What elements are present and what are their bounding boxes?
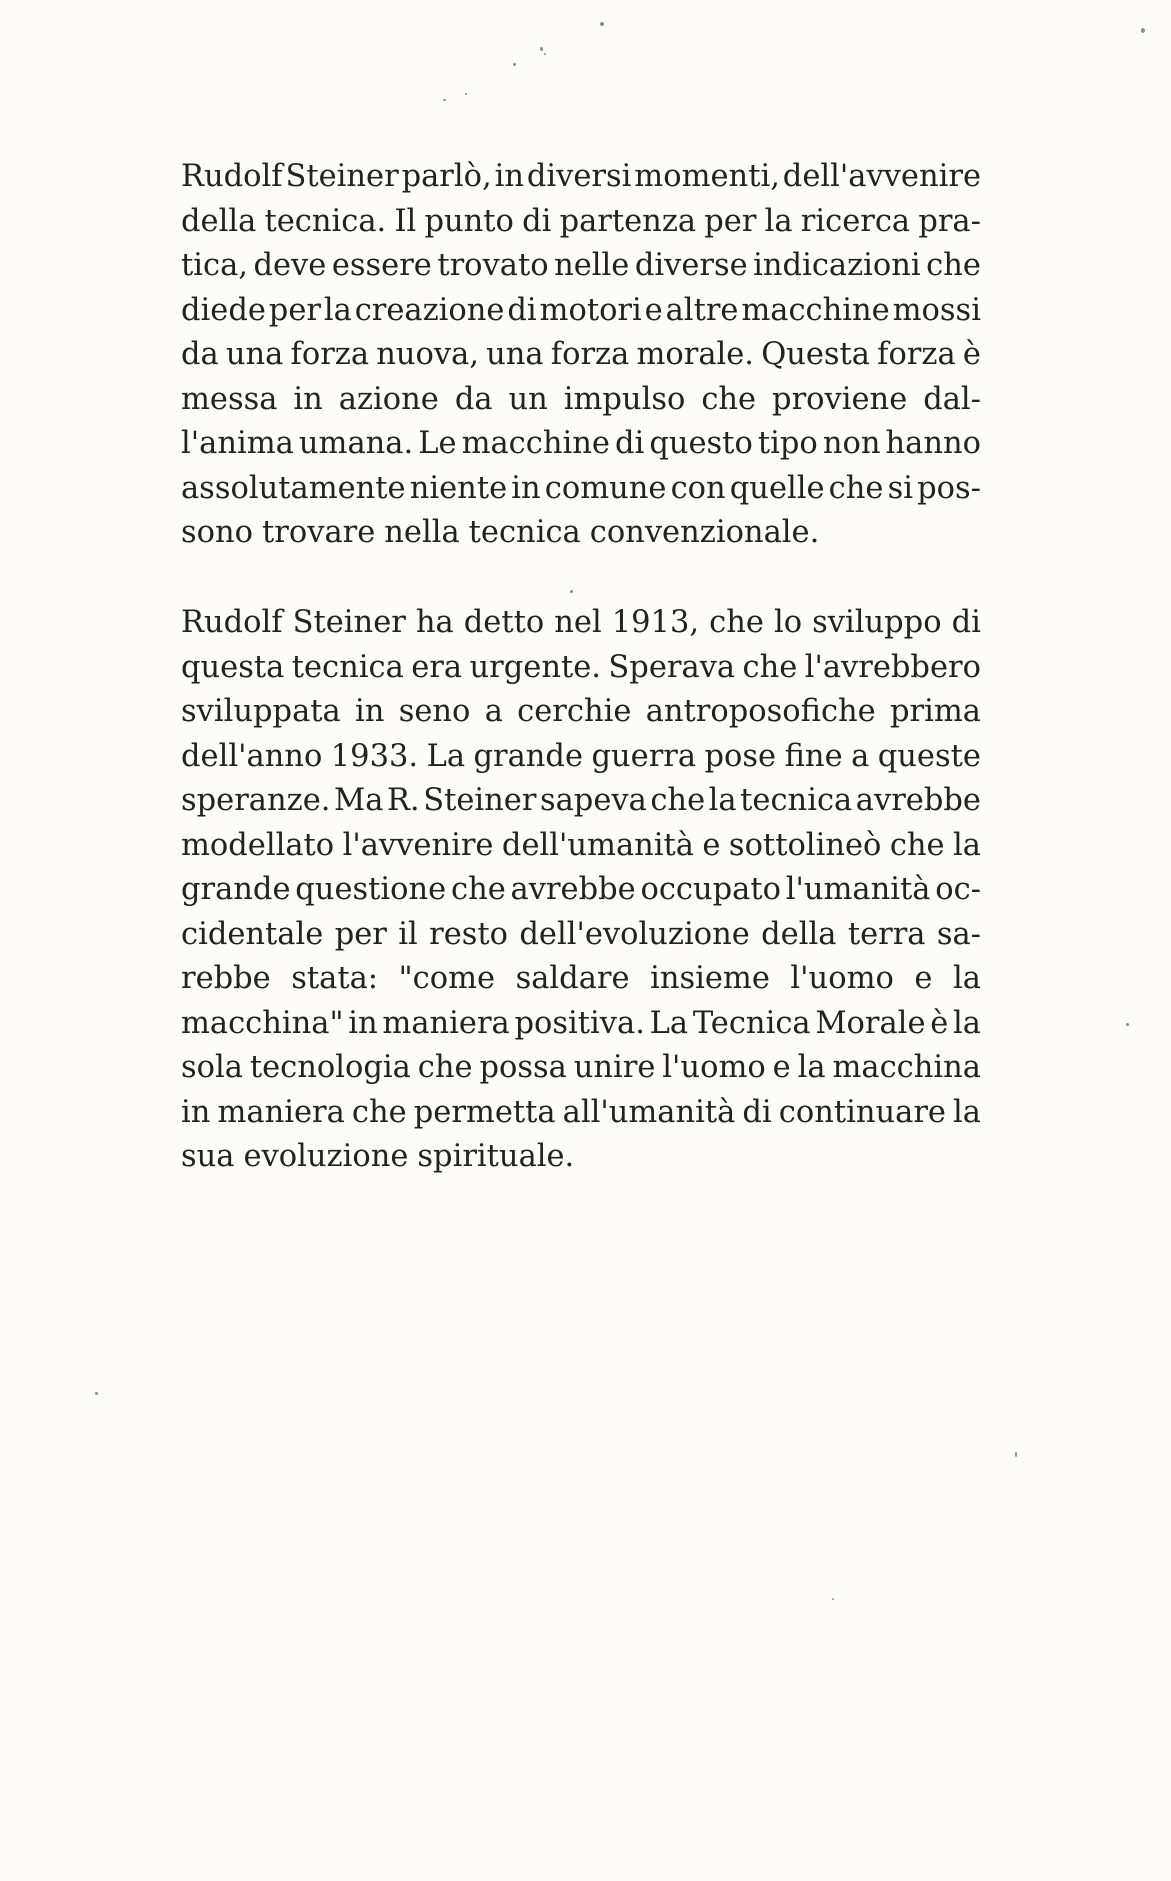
word: era: [411, 649, 463, 685]
text-line: [181, 690, 981, 735]
word: di: [614, 426, 645, 461]
word: pos-: [917, 470, 981, 506]
word: che: [828, 470, 884, 506]
word: che: [417, 1050, 473, 1085]
word: dal-: [923, 381, 981, 417]
word: tecnica: [468, 515, 581, 550]
word: partenza: [559, 203, 697, 239]
scan-speck: [600, 22, 604, 26]
text-line: [181, 289, 981, 334]
word: urgente.: [469, 649, 601, 685]
text-line: [181, 1091, 981, 1136]
word: la: [953, 1094, 981, 1130]
word: essere: [331, 248, 432, 283]
word: guerra: [591, 738, 697, 774]
word: sviluppata: [181, 694, 341, 729]
scan-speck: [570, 590, 573, 593]
word: macchina": [181, 1005, 344, 1041]
word: rebbe: [181, 961, 271, 996]
word: sua: [181, 1139, 235, 1174]
word: un: [508, 381, 548, 417]
word: della: [761, 916, 837, 952]
word: positiva.: [514, 1005, 645, 1041]
word: nella: [384, 515, 460, 550]
word: insieme: [650, 961, 770, 996]
word: avrebbe: [510, 872, 636, 907]
word: umana.: [298, 426, 414, 461]
word: questo: [649, 426, 753, 461]
word: deve: [253, 248, 327, 283]
scan-speck: [443, 99, 446, 101]
word: avrebbe: [855, 783, 981, 818]
word: comune: [544, 470, 667, 506]
word: occupato: [640, 872, 781, 907]
word: macchine: [461, 426, 610, 461]
text-line: [181, 244, 981, 289]
text-line: [181, 779, 981, 824]
word: Rudolf: [181, 159, 283, 194]
word: queste: [877, 738, 981, 774]
text-line: [181, 1046, 981, 1091]
scan-speck: [540, 47, 543, 51]
word: della: [181, 203, 257, 239]
word: 1933.: [330, 738, 419, 774]
word: morale.: [636, 337, 755, 372]
word: cidentale: [181, 916, 324, 952]
word: all'umanità: [562, 1094, 736, 1130]
word: diverse: [634, 248, 748, 283]
text-line: [181, 913, 981, 958]
word: niente: [409, 470, 508, 506]
word: nuova,: [376, 337, 479, 372]
word: in: [511, 470, 541, 506]
word: una: [225, 337, 284, 372]
word: Rudolf: [181, 605, 283, 640]
word: punto: [424, 203, 514, 239]
word: evoluzione: [243, 1139, 409, 1174]
word: con: [670, 470, 726, 506]
word: che: [450, 872, 506, 907]
word: l'anima: [181, 426, 294, 461]
word: sviluppo: [812, 605, 942, 640]
word: per: [334, 916, 387, 952]
word: sa-: [936, 916, 981, 952]
word: seno: [398, 694, 471, 729]
word: la: [764, 203, 793, 239]
text-line: [181, 824, 981, 869]
word: grande: [473, 738, 584, 774]
text-line: [181, 467, 981, 512]
word: che: [351, 1094, 407, 1130]
word: in: [181, 1094, 211, 1130]
word: "come: [398, 961, 496, 996]
text-line: [181, 868, 981, 913]
word: prima: [890, 694, 981, 729]
word: Questa: [761, 337, 870, 372]
word: è: [962, 337, 981, 372]
word: creazione: [354, 292, 505, 328]
word: in: [494, 159, 524, 194]
word: altre: [665, 292, 739, 328]
word: quelle: [729, 470, 825, 506]
word: in: [293, 381, 323, 417]
word: permetta: [413, 1094, 556, 1130]
word: questione: [295, 872, 447, 907]
word: hanno: [885, 426, 981, 461]
word: di: [742, 1094, 772, 1130]
word: nel: [554, 605, 602, 640]
paragraph-2: [181, 601, 981, 1180]
word: proviene: [772, 381, 908, 417]
text-line: [181, 333, 981, 378]
word: maniera: [382, 1005, 510, 1041]
word: in: [348, 1005, 378, 1041]
scan-speck: [1141, 28, 1145, 33]
word: 1913,: [611, 605, 700, 640]
word: di: [951, 605, 981, 640]
word: antroposofiche: [645, 694, 876, 729]
word: dell'anno: [181, 738, 323, 774]
text-line: [181, 646, 981, 691]
word: tipo: [757, 426, 818, 461]
word: sottolineò: [728, 827, 882, 863]
scan-speck: [1126, 1023, 1129, 1026]
word: la: [953, 1005, 981, 1041]
word: questa: [181, 649, 285, 685]
word: la: [797, 1050, 826, 1085]
word: tecnologia: [249, 1050, 411, 1085]
word: dell'avvenire: [782, 159, 981, 194]
word: tica,: [181, 248, 248, 283]
word: terra: [847, 916, 926, 952]
word: Steiner: [292, 605, 406, 640]
word: cerchie: [517, 694, 632, 729]
word: assolutamente: [181, 470, 406, 506]
word: nelle: [554, 248, 630, 283]
word: il: [398, 916, 418, 952]
text-line: [181, 1135, 981, 1180]
word: dell'umanità: [501, 827, 694, 863]
word: la: [953, 827, 981, 863]
word: a: [484, 694, 503, 729]
word: pose: [704, 738, 777, 774]
word: Tecnica: [692, 1005, 811, 1041]
word: oc-: [935, 872, 981, 907]
word: ricerca: [800, 203, 911, 239]
word: da: [454, 381, 493, 417]
word: Morale: [815, 1005, 926, 1041]
word: pra-: [918, 203, 981, 239]
word: l'uomo: [790, 961, 894, 996]
word: si: [887, 470, 913, 506]
word: modellato: [181, 827, 335, 863]
scan-speck: [513, 63, 516, 66]
word: tecnica: [740, 783, 853, 818]
word: non: [822, 426, 881, 461]
word: trovato: [437, 248, 549, 283]
word: diversi: [526, 159, 632, 194]
word: detto: [463, 605, 545, 640]
word: momenti,: [634, 159, 780, 194]
word: diede: [181, 292, 266, 328]
word: che: [650, 783, 706, 818]
word: e: [644, 292, 663, 328]
scan-speck: [465, 93, 467, 95]
word: saldare: [515, 961, 630, 996]
text-line: [181, 601, 981, 646]
text-line: [181, 422, 981, 467]
word: l'avvenire: [342, 827, 494, 863]
word: La: [426, 738, 466, 774]
word: Le: [418, 426, 457, 461]
word: grande: [181, 872, 291, 907]
word: l'umanità: [785, 872, 931, 907]
word: possa: [479, 1050, 567, 1085]
word: Steiner: [285, 159, 399, 194]
word: indicazioni: [753, 248, 921, 283]
word: che: [742, 649, 798, 685]
word: forza: [550, 337, 630, 372]
word: La: [649, 1005, 689, 1041]
word: tecnica: [291, 649, 404, 685]
text-line: [181, 1002, 981, 1047]
word: parlò,: [401, 159, 492, 194]
word: ha: [415, 605, 454, 640]
word: mossi: [892, 292, 981, 328]
word: la: [952, 961, 981, 996]
word: Ma: [334, 783, 384, 818]
word: per: [704, 203, 757, 239]
word: la: [323, 292, 352, 328]
text-line: [181, 957, 981, 1002]
word: di: [522, 203, 552, 239]
text-line: [181, 511, 981, 556]
word: motori: [539, 292, 642, 328]
word: che: [889, 827, 945, 863]
word: e: [772, 1050, 791, 1085]
word: speranze.: [181, 783, 331, 818]
word: che: [701, 381, 757, 417]
word: l'avrebbero: [804, 649, 981, 685]
word: R.: [386, 783, 420, 818]
word: macchina: [832, 1050, 981, 1085]
word: e: [914, 961, 933, 996]
word: per: [268, 292, 321, 328]
word: continuare: [778, 1094, 946, 1130]
word: sapeva: [539, 783, 647, 818]
word: resto: [429, 916, 509, 952]
word: Il: [394, 203, 417, 239]
word: azione: [338, 381, 439, 417]
word: macchine: [741, 292, 890, 328]
word: dell'evoluzione: [519, 916, 750, 952]
word: una: [486, 337, 544, 372]
word: messa: [181, 381, 278, 417]
word: sola: [181, 1050, 243, 1085]
word: Sperava: [608, 649, 736, 685]
word: di: [507, 292, 537, 328]
word: trovare: [262, 515, 376, 550]
word: l'uomo: [662, 1050, 766, 1085]
word: che: [926, 248, 981, 283]
word: fine: [784, 738, 843, 774]
scan-speck: [832, 1598, 834, 1600]
paragraph-1: [181, 155, 981, 556]
word: tecnica.: [264, 203, 387, 239]
word: stata:: [291, 961, 379, 996]
word: forza: [290, 337, 370, 372]
text-line: [181, 378, 981, 423]
word: la: [708, 783, 737, 818]
word: da: [181, 337, 219, 372]
word: sono: [181, 515, 254, 550]
text-line: [181, 735, 981, 780]
word: unire: [573, 1050, 656, 1085]
text-line: [181, 200, 981, 245]
word: che: [709, 605, 764, 640]
text-line: [181, 155, 981, 200]
word: lo: [773, 605, 803, 640]
word: e: [702, 827, 721, 863]
word: impulso: [563, 381, 686, 417]
word: Steiner: [423, 783, 537, 818]
word: maniera: [217, 1094, 345, 1130]
scan-speck: [544, 53, 546, 55]
scan-speck: [1015, 1452, 1017, 1457]
scan-speck: [95, 1392, 98, 1395]
word: spirituale.: [417, 1139, 575, 1174]
word: a: [851, 738, 870, 774]
word: in: [355, 694, 385, 729]
word: convenzionale.: [589, 515, 820, 550]
word: forza: [877, 337, 956, 372]
word: è: [930, 1005, 949, 1041]
